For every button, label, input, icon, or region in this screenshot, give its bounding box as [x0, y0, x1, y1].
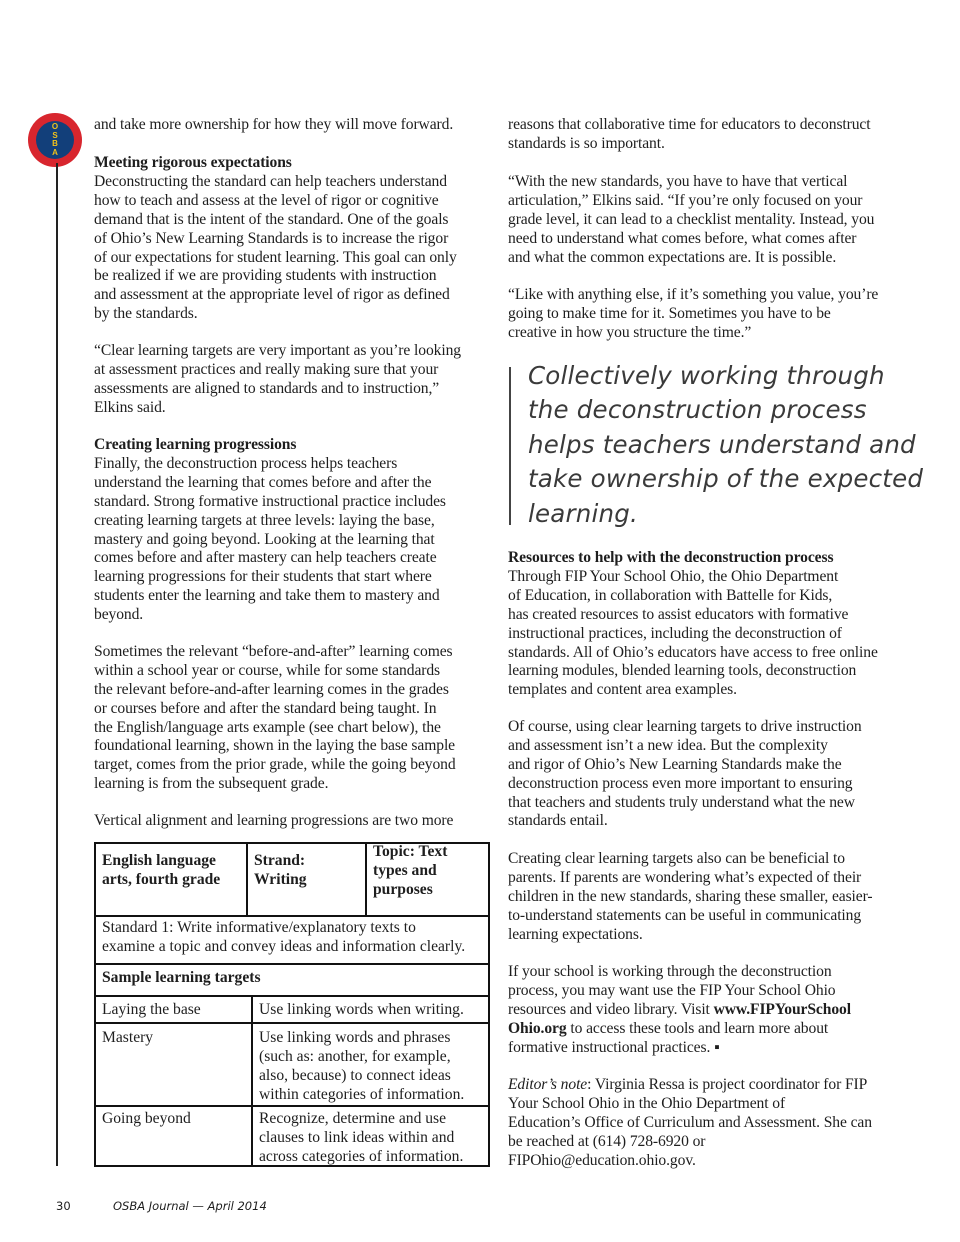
text-line: Sometimes the relevant “before-and-after” learning comes [94, 643, 453, 660]
text-line: parents. If parents are wondering what’s expected of their [508, 868, 862, 886]
text-line: within a school year or course, while for some standards [94, 661, 441, 679]
text-line: and take more ownership for how they will move forward. [94, 116, 454, 133]
text-line: be reached at (614) 728-6920 or [508, 1132, 706, 1150]
paragraph [508, 718, 862, 831]
text-line: Meeting rigorous expectations [94, 154, 292, 171]
text-line: foundational learning, shown in the laying the base sample [94, 737, 455, 755]
text-line: reasons that collaborative time for educators to deconstruct [508, 116, 871, 133]
text-line: “Like with anything else, if it’s something you value, you’re [508, 286, 879, 303]
paragraph [508, 963, 851, 1057]
text-line: Of course, using clear learning targets to drive instruction [508, 718, 862, 735]
section-heading [94, 154, 292, 173]
text-line: the English/language arts example (see chart below), the [94, 718, 441, 736]
paragraph [94, 173, 457, 324]
text-line: of Education, in collaboration with Battelle for Kids, [508, 586, 833, 604]
text-line: and assessment at the appropriate level of rigor as defined [94, 286, 450, 304]
text-line: has created resources to assist educators with formative [508, 605, 849, 623]
page-number: 30 [56, 1199, 71, 1213]
text-line: the relevant before-and-after learning comes in the grades [94, 680, 449, 698]
text-line: instructional practices, including the deconstruction of [508, 624, 842, 642]
text-line: Deconstructing the standard can help teachers understand [94, 173, 447, 190]
text-line: how to teach and assess at the level of rigor or cognitive [94, 191, 439, 209]
divider [96, 995, 488, 997]
text-line: to-understand statements can be useful in communicating [508, 906, 862, 924]
row-target-mastery [253, 1029, 470, 1105]
text-line: going to make time for it. Sometimes you have to be [508, 304, 831, 322]
pull-quote [528, 359, 923, 531]
text-line: of Ohio’s New Learning Standards is to increase the rigor [94, 229, 449, 247]
pull-quote-line: the deconstruction process [528, 395, 867, 425]
row-target-laying-the-base [253, 1001, 470, 1020]
text-line: standards is so important. [508, 134, 665, 152]
table-standard [96, 919, 471, 957]
text-line: Through FIP Your School Ohio, the Ohio Department [508, 568, 839, 585]
text-line: Your School Ohio in the Ohio Department of [508, 1094, 786, 1112]
row-target-going-beyond [253, 1110, 469, 1167]
paragraph [508, 173, 874, 267]
table-header-topic [367, 843, 487, 900]
text-segment: resources and video library. Visit [508, 1000, 714, 1018]
header-line: types and [373, 861, 437, 879]
text-line: standards entail. [508, 812, 608, 830]
text-line: standards. All of Ohio’s educators have access to free online [508, 643, 878, 661]
text-line: and what the common expectations are. It is possible. [508, 248, 837, 266]
paragraph [94, 455, 446, 625]
text-line: beyond. [94, 606, 144, 624]
text-line: deconstruction process even more important to ensuring [508, 774, 853, 792]
text-line: Elkins said. [94, 398, 166, 416]
text-line: standard. Strong formative instructional practice includes [94, 492, 446, 510]
paragraph [508, 286, 878, 343]
text-line: target, comes from the prior grade, while the going beyond [94, 756, 456, 774]
target-line: within categories of information. [259, 1085, 465, 1103]
text-line: and rigor of Ohio’s New Learning Standards make the [508, 755, 842, 773]
standard-line: examine a topic and convey ideas and information clearly. [102, 937, 466, 955]
text-line: creating learning targets at three levels: laying the base, [94, 511, 435, 529]
text-line [508, 1001, 851, 1020]
table-header-strand [248, 852, 366, 890]
text-segment: to access these tools and learn more about [566, 1019, 829, 1037]
text-line: need to understand what comes before, what comes after [508, 229, 857, 247]
pull-quote-line: learning. [528, 498, 638, 528]
text-line: grade level, it can lead to a checklist mentality. Instead, you [508, 210, 875, 228]
text-line: of our expectations for student learning. This goal can only [94, 248, 457, 266]
pull-quote-line: helps teachers understand and [528, 429, 916, 459]
table-section-title: Sample learning targets [102, 969, 261, 986]
paragraph [94, 812, 453, 831]
text-line: Creating learning progressions [94, 436, 297, 453]
text-line: “With the new standards, you have to have that vertical [508, 173, 848, 190]
divider [96, 915, 488, 917]
header-line: Strand: [254, 852, 306, 869]
divider [96, 1022, 488, 1024]
text-line: at assessment practices and really making sure that your [94, 360, 439, 378]
text-line: comes before and after mastery can help teachers create [94, 549, 437, 567]
text-line: formative instructional practices. ▪ [508, 1038, 720, 1056]
paragraph [94, 116, 453, 135]
emphasis-text: Editor’s note [508, 1076, 588, 1093]
text-line: If your school is working through the deconstruction [508, 963, 832, 980]
target-line: Use linking words when writing. [259, 1001, 464, 1018]
text-line: mastery and going beyond. Looking at the learning that [94, 530, 435, 548]
text-line: Finally, the deconstruction process helps teachers [94, 455, 398, 472]
paragraph [508, 850, 873, 944]
text-line: and assessment isn’t a new idea. But the complexity [508, 736, 828, 754]
header-line: Topic: Text [373, 843, 448, 860]
text-line: demand that is the intent of the standard. One of the goals [94, 210, 449, 228]
target-line: across categories of information. [259, 1147, 464, 1165]
text-line: assessments are aligned to standards and to instruction,” [94, 379, 440, 397]
row-level-mastery: Mastery [102, 1029, 154, 1046]
paragraph [94, 643, 456, 794]
target-line: also, because) to connect ideas [259, 1066, 451, 1084]
table-header-subject [96, 852, 246, 890]
header-line: English language [102, 852, 216, 869]
text-line: process, you may want use the FIP Your School Ohio [508, 981, 836, 999]
target-line: Recognize, determine and use [259, 1110, 447, 1127]
paragraph [94, 342, 461, 418]
text-line: learning modules, blended learning tools, deconstruction [508, 662, 857, 680]
text-line: Resources to help with the deconstruction process [508, 549, 834, 566]
header-line: Writing [254, 870, 307, 888]
text-line [508, 1076, 872, 1095]
header-line: arts, fourth grade [102, 870, 221, 888]
paragraph [508, 1076, 872, 1170]
target-line: (such as: another, for example, [259, 1047, 451, 1065]
divider [96, 963, 488, 965]
text-line: that teachers and students truly understand what the new [508, 793, 855, 811]
pull-quote-line: take ownership of the expected [528, 464, 924, 494]
standard-line: Standard 1: Write informative/explanatory texts to [102, 919, 416, 936]
paragraph [508, 116, 871, 154]
text-line: be realized if we are providing students with instruction [94, 267, 437, 285]
text-line: children in the new standards, sharing these smaller, easier- [508, 887, 873, 905]
text-line: or courses before and after the standard being taught. In [94, 699, 437, 717]
text-line: learning is from the subsequent grade. [94, 775, 329, 793]
text-segment: : Virginia Ressa is project coordinator for FIP [587, 1076, 868, 1093]
target-line: Use linking words and phrases [259, 1029, 451, 1046]
text-line: learning expectations. [508, 925, 643, 943]
divider [96, 1105, 488, 1107]
learning-targets-table [94, 842, 490, 1167]
row-level-going-beyond: Going beyond [102, 1110, 191, 1127]
text-line: Education’s Office of Curriculum and Assessment. She can [508, 1113, 872, 1131]
text-line: students enter the learning and take them to mastery and [94, 587, 440, 605]
link-text: www.FIPYourSchool [713, 1000, 851, 1018]
text-line: understand the learning that comes before and after the [94, 473, 432, 491]
osba-logo-letters: O S B A [36, 121, 74, 159]
section-heading [508, 549, 833, 568]
text-line: by the standards. [94, 305, 198, 323]
text-line: templates and content area examples. [508, 681, 737, 699]
row-level-laying-the-base: Laying the base [102, 1001, 201, 1018]
osba-logo [28, 113, 82, 167]
publication-footer: OSBA Journal — April 2014 [113, 1199, 267, 1213]
text-line [508, 1020, 851, 1039]
text-line: FIPOhio@education.ohio.gov. [508, 1151, 696, 1169]
text-line: Vertical alignment and learning progressions are two more [94, 812, 454, 829]
link-text: Ohio.org [508, 1019, 567, 1037]
text-line: learning progressions for their students that start where [94, 568, 432, 586]
margin-rule [56, 163, 58, 1166]
text-line: Creating clear learning targets also can be beneficial to [508, 850, 845, 867]
text-line: creative in how you structure the time.” [508, 323, 752, 341]
paragraph [508, 568, 878, 700]
text-line: articulation,” Elkins said. “If you’re only focused on your [508, 191, 863, 209]
target-line: clauses to link ideas within and [259, 1128, 455, 1146]
pull-quote-line: Collectively working through [528, 361, 885, 390]
header-line: purposes [373, 880, 433, 898]
pull-quote-bar [509, 367, 511, 525]
section-heading [94, 436, 296, 455]
text-line: “Clear learning targets are very important as you’re looking [94, 342, 461, 359]
